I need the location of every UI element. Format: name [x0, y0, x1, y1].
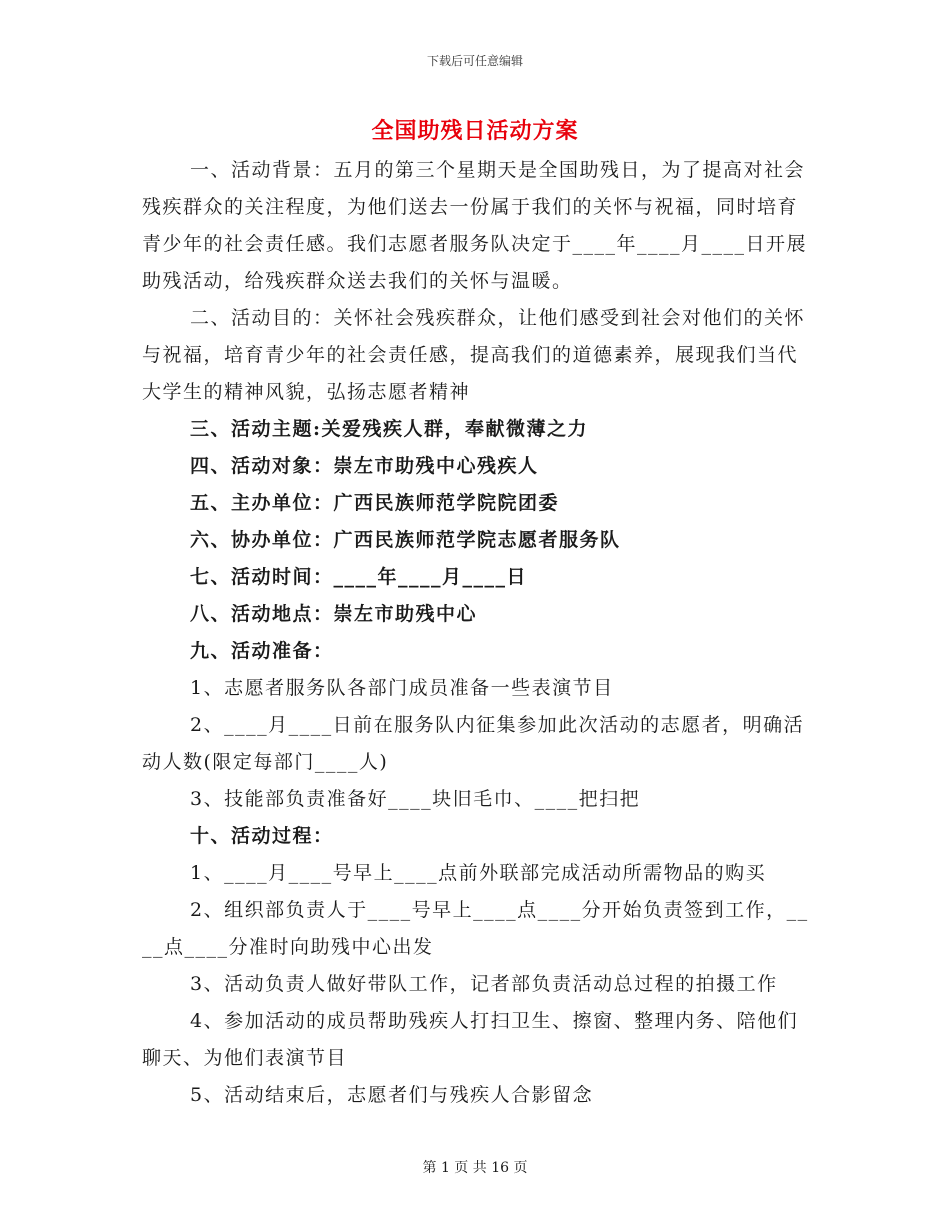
paragraph-theme: 三、活动主题:关爱残疾人群，奉献微薄之力	[190, 418, 589, 440]
paragraph-co-organizer: 六、协办单位：广西民族师范学院志愿者服务队	[190, 529, 621, 551]
paragraph-process-3: 3、活动负责人做好带队工作，记者部负责活动总过程的拍摄工作	[190, 973, 778, 995]
paragraph-background: 一、活动背景：五月的第三个星期天是全国助残日，为了提高对社会残疾群众的关注程度，为他们送去一份属于我们的关怀与祝福，同时培育青少年的社会责任感。我们志愿者服务队决定于____年____月____日开展助残活动，给残疾群众送去我们的关怀与温暖。	[142, 159, 808, 292]
document-title: 全国助残日活动方案	[371, 118, 579, 144]
paragraph-process-5: 5、活动结束后，志愿者们与残疾人合影留念	[190, 1084, 594, 1106]
paragraph-organizer: 五、主办单位：广西民族师范学院院团委	[190, 492, 560, 514]
paragraph-process-2: 2、组织部负责人于____号早上____点____分开始负责签到工作，____点____分准时向助残中心出发	[142, 899, 809, 958]
page-number: 第 1 页 共 16 页	[422, 1160, 528, 1176]
paragraph-process-heading: 十、活动过程：	[190, 825, 334, 847]
paragraph-preparation-2: 2、____月____日前在服务队内征集参加此次活动的志愿者，明确活动人数(限定每部门____人)	[142, 714, 805, 773]
paragraph-location: 八、活动地点：崇左市助残中心	[190, 603, 478, 625]
paragraph-time: 七、活动时间：____年____月____日	[190, 566, 528, 588]
paragraph-purpose: 二、活动目的：关怀社会残疾群众，让他们感受到社会对他们的关怀与祝福，培育青少年的社会责任感，提高我们的道德素养，展现我们当代大学生的精神风貌，弘扬志愿者精神	[142, 307, 806, 403]
page-header-note: 下载后可任意编辑	[426, 54, 523, 68]
document-body	[142, 152, 810, 1114]
paragraph-target: 四、活动对象：崇左市助残中心残疾人	[190, 455, 539, 477]
paragraph-process-4: 4、参加活动的成员帮助残疾人打扫卫生、擦窗、整理内务、陪他们聊天、为他们表演节目	[142, 1010, 799, 1069]
paragraph-preparation-3: 3、技能部负责准备好____块旧毛巾、____把扫把	[190, 788, 641, 810]
paragraph-preparation-1: 1、志愿者服务队各部门成员准备一些表演节目	[190, 677, 614, 699]
paragraph-process-1: 1、____月____号早上____点前外联部完成活动所需物品的购买	[190, 862, 767, 884]
paragraph-preparation-heading: 九、活动准备：	[190, 640, 334, 662]
